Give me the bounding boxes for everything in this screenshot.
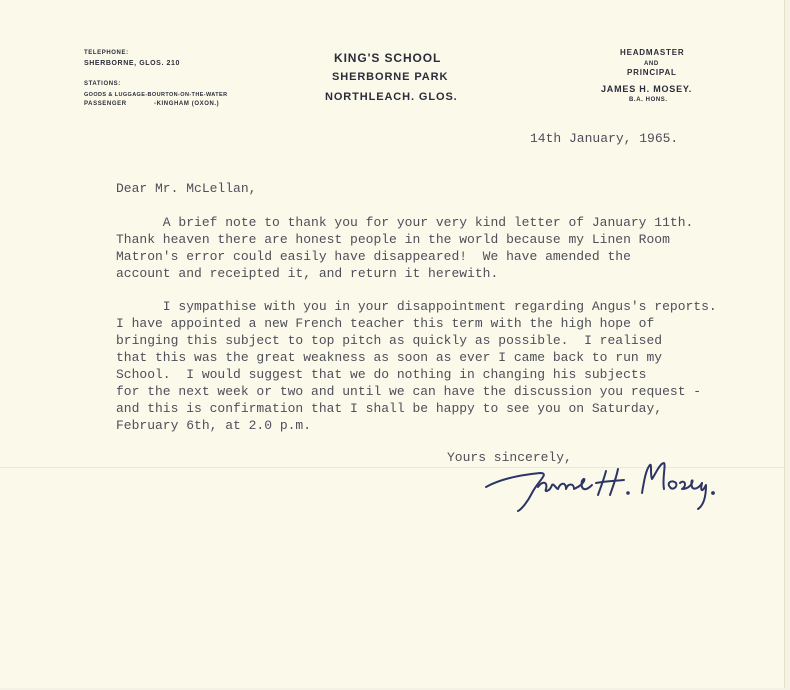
signature-image [480,443,720,523]
para1-line: Matron's error could easily have disappeared! We have amended the [116,249,631,264]
goods-line: GOODS & LUGGAGE-BOURTON-ON-THE-WATER [84,92,228,98]
para2-line: for the next week or two and until we can have the discussion you request - [116,384,702,399]
telephone-value: SHERBORNE, GLOS. 210 [84,60,181,67]
para2-line: I have appointed a new French teacher this term with the high hope of [116,316,655,331]
passenger-value: -KINGHAM (OXON.) [154,101,220,107]
telephone-label: TELEPHONE: [84,50,129,56]
headmaster-title: HEADMASTER [620,48,685,57]
para1-line: account and receipted it, and return it herewith. [116,266,499,281]
closing: Yours sincerely, [447,450,572,465]
school-name: KING'S SCHOOL [334,51,442,65]
para2-line: and this is confirmation that I shall be happy to see you on Saturday, [116,401,663,416]
letter-date: 14th January, 1965. [530,131,679,146]
salutation: Dear Mr. McLellan, [116,181,257,196]
para1-line: Thank heaven there are honest people in the world because my Linen Room [116,232,670,247]
principal-title: PRINCIPAL [627,68,677,77]
para2-line: I sympathise with you in your disappointment regarding Angus's reports. [116,299,717,314]
para1-line: A brief note to thank you for your very kind letter of January 11th. [116,215,694,230]
school-town: NORTHLEACH. GLOS. [325,91,458,103]
headmaster-degree: B.A. HONS. [629,97,668,103]
para2-line: February 6th, at 2.0 p.m. [116,418,312,433]
and-word: AND [644,61,659,67]
para2-line: bringing this subject to top pitch as quickly as possible. I realised [116,333,663,348]
headmaster-name: JAMES H. MOSEY. [601,84,693,94]
para2-line: that this was the great weakness as soon as ever I came back to run my [116,350,663,365]
para2-line: School. I would suggest that we do nothing in changing his subjects [116,367,647,382]
school-park: SHERBORNE PARK [332,71,449,83]
passenger-label: PASSENGER [84,101,127,107]
stations-label: STATIONS: [84,81,121,87]
